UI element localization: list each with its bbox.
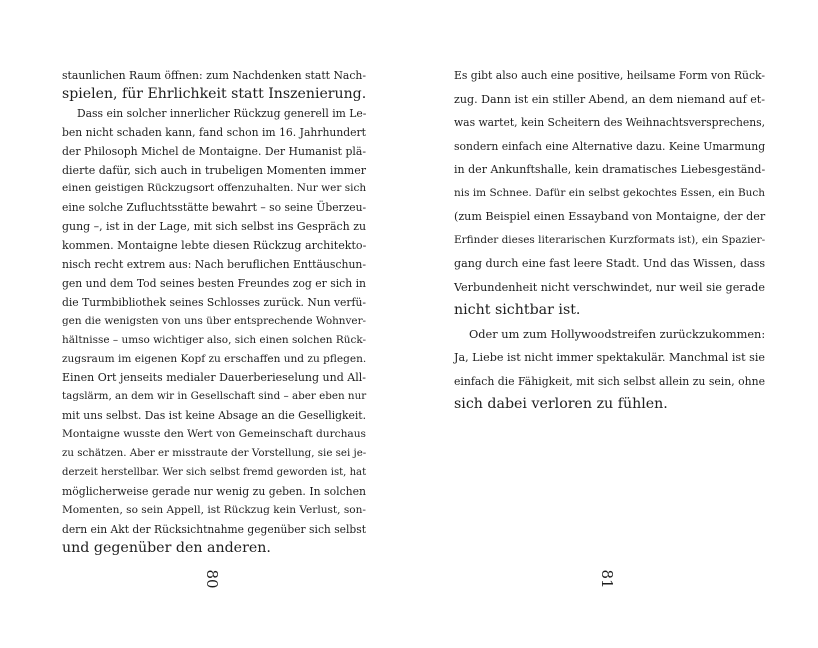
text-line: in der Ankunftshalle, kein dramatisches Liebesgeständ- [454, 163, 766, 176]
text-line: Einen Ort jenseits medialer Dauerberieselung und All- [62, 371, 366, 385]
text-line: Ja, Liebe ist nicht immer spektakulär. Manchmal ist sie [454, 351, 765, 364]
text-line: zu schätzen. Aber er misstraute der Vorstellung, sie sei je- [62, 447, 367, 459]
text-line: (zum Beispiel einen Essayband von Montaigne, der der [454, 210, 766, 223]
text-line: derzeit herstellbar. Wer sich selbst fremd geworden ist, hat [62, 466, 367, 478]
text-line: nisch recht extrem aus: Nach beruflichen Enttäuschun- [62, 258, 366, 271]
text-line: einen geistigen Rückzugsort offenzuhalten. Nur wer sich [62, 182, 367, 195]
text-line: dern ein Akt der Rücksichtnahme gegenüber sich selbst [62, 522, 366, 536]
text-line: sich dabei verloren zu fühlen. [454, 396, 668, 412]
text-line: Dass ein solcher innerlicher Rückzug generell im Le- [77, 106, 367, 120]
text-line: kommen. Montaigne lebte diesen Rückzug architekto- [62, 239, 367, 253]
right-page [409, 0, 818, 648]
text-line: Oder um zum Hollywoodstreifen zurückzukommen: [469, 326, 766, 341]
text-line: Es gibt also auch eine positive, heilsame Form von Rück- [454, 69, 765, 82]
text-line: spielen, für Ehrlichkeit statt Inszenierung. [62, 85, 367, 102]
text-line: hältnisse – umso wichtiger also, sich einen solchen Rück- [62, 333, 367, 346]
text-line: was wartet, kein Scheitern des Weihnachtsversprechens, [454, 116, 765, 129]
text-line: Erfinder dieses literarischen Kurzformats ist), ein Spazier- [454, 233, 766, 246]
text-line: gen und dem Tod seines besten Freundes zog er sich in [62, 276, 366, 290]
text-line: zugsraum im eigenen Kopf zu erschaffen und zu pflegen. [62, 352, 367, 365]
text-line: mit uns selbst. Das ist keine Absage an die Geselligkeit. [62, 409, 366, 423]
page-number-right: 81 [598, 569, 616, 589]
text-line: Momenten, so sein Appell, ist Rückzug kein Verlust, son- [62, 503, 366, 516]
text-line: zug. Dann ist ein stiller Abend, an dem niemand auf et- [454, 92, 765, 106]
text-line: eine solche Zufluchtsstätte bewahrt – so seine Überzeu- [62, 201, 367, 215]
text-line: möglicherweise gerade nur wenig zu geben. In solchen [62, 484, 366, 498]
text-line: dierte dafür, sich auch in trubeligen Momenten immer [62, 163, 366, 177]
text-line: gang durch eine fast leere Stadt. Und das Wissen, dass [454, 257, 766, 270]
text-line: Verbundenheit nicht verschwindet, nur weil sie gerade [454, 280, 766, 294]
text-line: und gegenüber den anderen. [62, 539, 271, 556]
text-line: einfach die Fähigkeit, mit sich selbst allein zu sein, ohne [454, 374, 765, 388]
text-line: gung –, ist in der Lage, mit sich selbst ins Gespräch zu [62, 220, 367, 234]
page-number-left: 80 [203, 569, 221, 589]
text-line: ben nicht schaden kann, fand schon im 16. Jahrhundert [62, 125, 366, 139]
text-line: nicht sichtbar ist. [454, 302, 581, 318]
text-line: nis im Schnee. Dafür ein selbst gekochtes Essen, ein Buch [454, 186, 766, 199]
text-line: Montaigne wusste den Wert von Gemeinschaft durchaus [62, 428, 366, 441]
text-line: staunlichen Raum öffnen: zum Nachdenken statt Nach- [62, 69, 367, 82]
text-line: gen die wenigsten von uns über entsprechende Wohnver- [62, 314, 367, 327]
text-line: der Philosoph Michel de Montaigne. Der Humanist plä- [62, 144, 366, 158]
text-line: tagslärm, an dem wir in Gesellschaft sind – aber eben nur [62, 390, 367, 403]
text-line: die Turmbibliothek seines Schlosses zurück. Nun verfü- [62, 295, 367, 309]
text-line: sondern einfach eine Alternative dazu. Keine Umarmung [454, 139, 766, 153]
